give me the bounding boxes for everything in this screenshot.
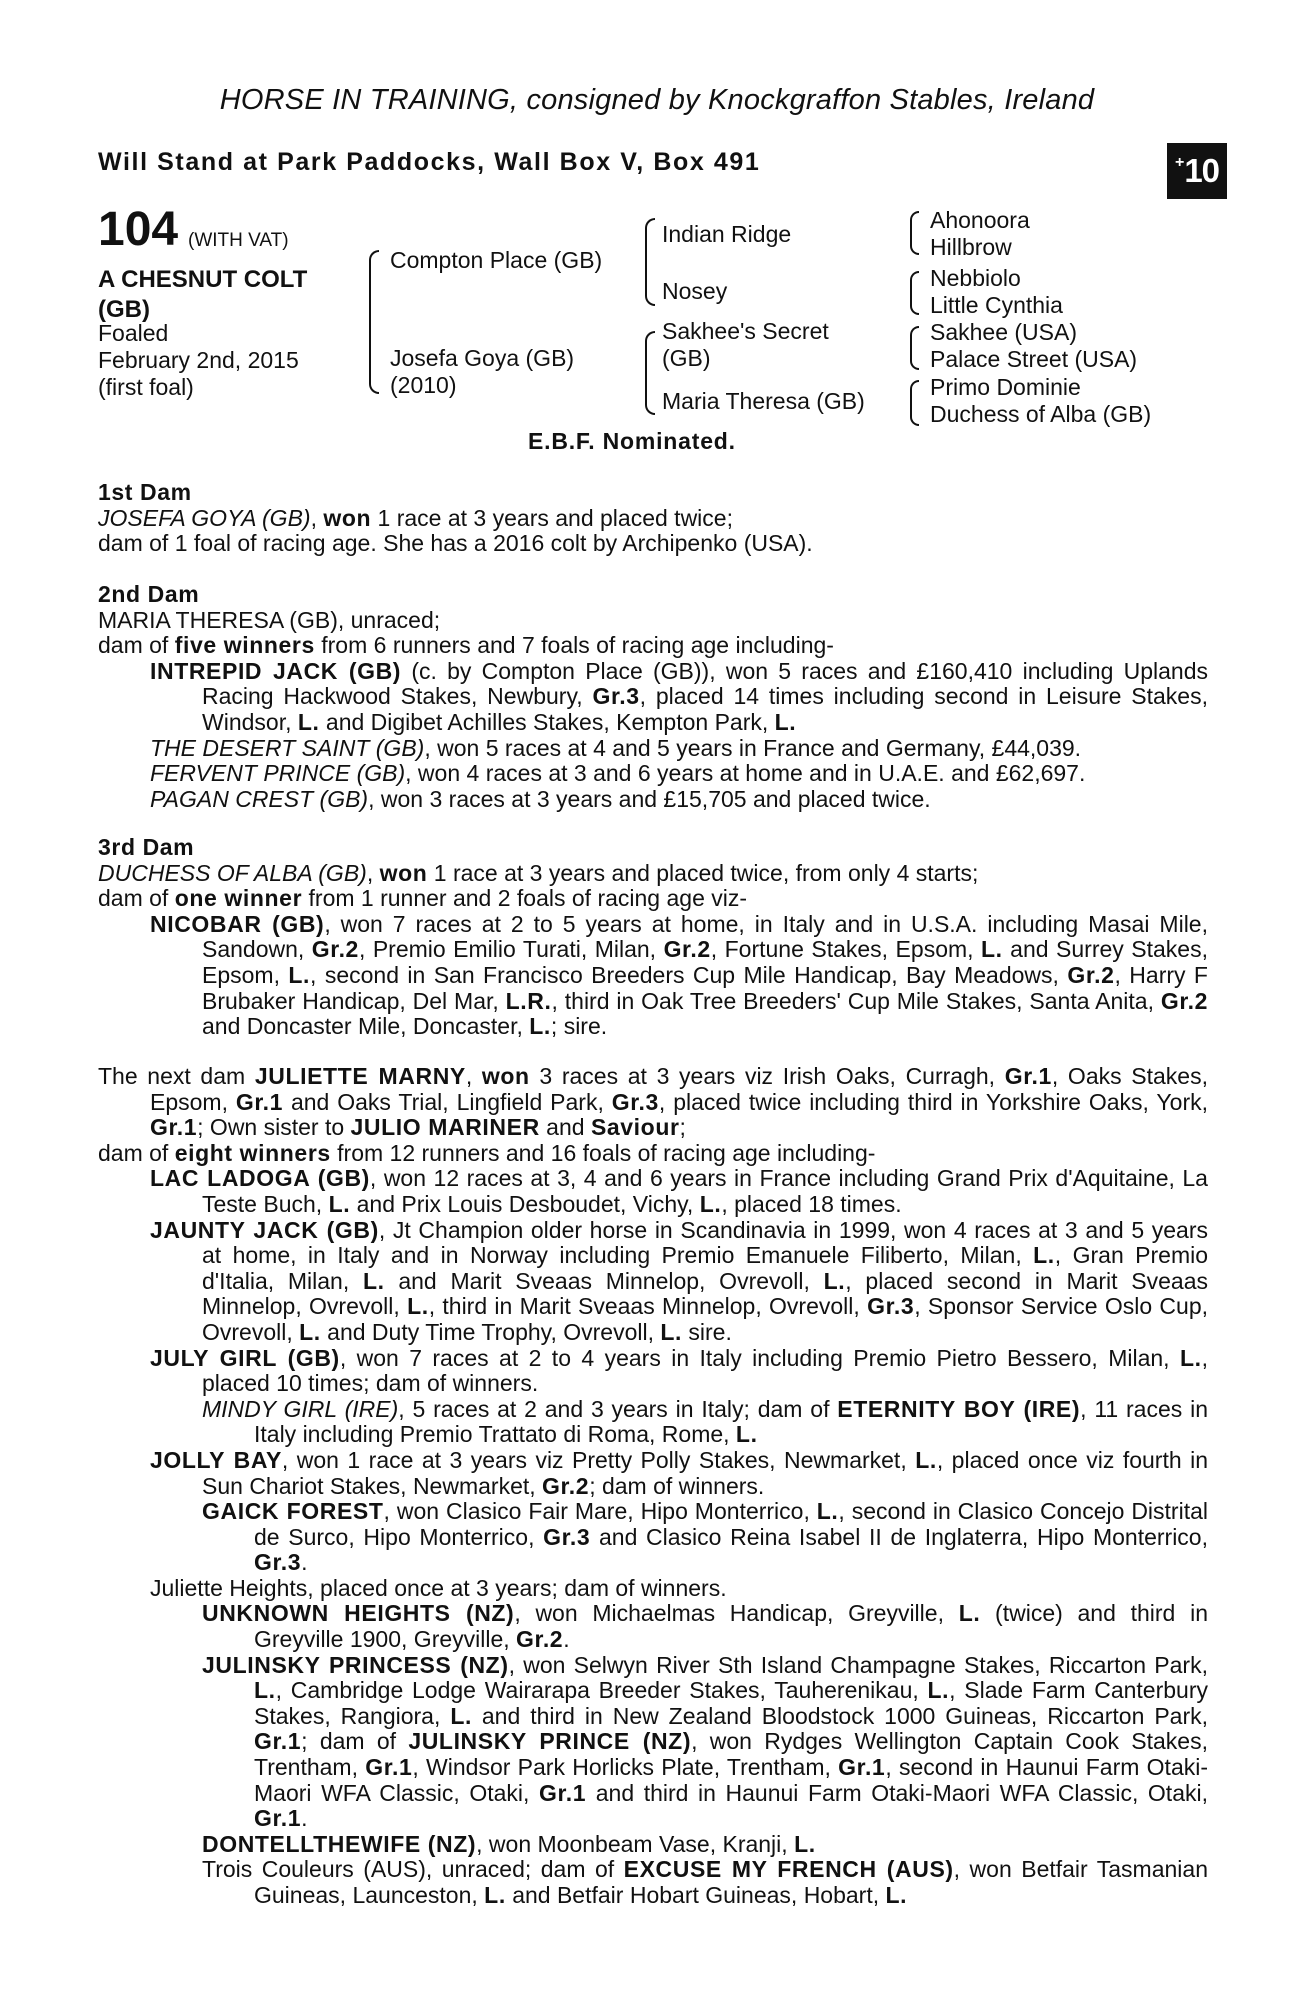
lot-title-line1: A CHESNUT COLT bbox=[98, 266, 308, 293]
next-dam-section bbox=[98, 1064, 1208, 1909]
first-dam-heading: 1st Dam bbox=[98, 479, 192, 505]
first-dam-section bbox=[98, 480, 1208, 557]
produce-entry: JULY GIRL (GB), won 7 races at 2 to 4 years in Italy including Premio Pietro Bessero, Milan, L., placed 10 times; dam of winners. bbox=[150, 1344, 1208, 1397]
pedigree-brace-sire bbox=[645, 218, 655, 306]
stand-location: Will Stand at Park Paddocks, Wall Box V, Box 491 bbox=[98, 148, 761, 176]
pedigree-sds: Nebbiolo bbox=[930, 265, 1021, 291]
pedigree-dam-sire-name: Sakhee's Secret bbox=[662, 318, 829, 344]
third-dam-record: DUCHESS OF ALBA (GB), won 1 race at 3 years and placed twice, from only 4 starts; bbox=[98, 859, 979, 886]
third-dam-section bbox=[98, 835, 1208, 1040]
produce-entry: THE DESERT SAINT (GB), won 5 races at 4 and 5 years in France and Germany, £44,039. bbox=[150, 734, 1082, 761]
produce-entry: DONTELLTHEWIFE (NZ), won Moonbeam Vase, Kranji, L. bbox=[202, 1830, 816, 1857]
produce-entry: JAUNTY JACK (GB), Jt Champion older horse in Scandinavia in 1999, won 4 races at 3 and 5 years at home, in Italy and in Norway including Premio Emanuele Filiberto, Milan, L., Gran Premio d'Italia, Milan, L. and Marit Sveaas Minnelop, Ovrevoll, L., placed second in Marit Sveaas Minnelop, Ovrevoll, L., third in Marit Sveaas Minnelop, Ovrevoll, Gr.3, Sponsor Service Oslo Cup, Ovrevoll, L. and Duty Time Trophy, Ovrevoll, L. sire. bbox=[150, 1216, 1209, 1345]
produce-entry: NICOBAR (GB), won 7 races at 2 to 5 years at home, in Italy and in U.S.A. including Masai Mile, Sandown, Gr.2, Premio Emilio Turati, Milan, Gr.2, Fortune Stakes, Epsom, L. and Surrey Stakes, Epsom, L., second in San Francisco Breeders Cup Mile Handicap, Bay Meadows, Gr.2, Harry F Brubaker Handicap, Del Mar, L.R., third in Oak Tree Breeders' Cup Mile Stakes, Santa Anita, Gr.2 and Doncaster Mile, Doncaster, L.; sire. bbox=[150, 910, 1208, 1040]
produce-entry: JULINSKY PRINCESS (NZ), won Selwyn River Sth Island Champagne Stakes, Riccarton Park, L., Cambridge Lodge Wairarapa Breeder Stakes, Tauherenikau, L., Slade Farm Canterbury Stakes, Rangiora, L. and third in New Zealand Bloodstock 1000 Guineas, Riccarton Park, Gr.1; dam of JULINSKY PRINCE (NZ), won Rydges Wellington Captain Cook Stakes, Trentham, Gr.1, Windsor Park Horlicks Plate, Trentham, Gr.1, second in Haunui Farm Otaki-Maori WFA Classic, Otaki, Gr.1 and third in Haunui Farm Otaki-Maori WFA Classic, Otaki, Gr.1. bbox=[202, 1651, 1209, 1832]
pedigree-sss: Ahonoora bbox=[930, 207, 1030, 233]
lot-title bbox=[98, 265, 307, 325]
produce-entry: MINDY GIRL (IRE), 5 races at 2 and 3 years in Italy; dam of ETERNITY BOY (IRE), 11 races in Italy including Premio Trattato di Roma, Rome, L. bbox=[202, 1395, 1208, 1448]
badge-number: 10 bbox=[1184, 152, 1220, 189]
produce-entry: INTREPID JACK (GB) (c. by Compton Place (GB)), won 5 races and £160,410 including Uplands Racing Hackwood Stakes, Newbury, Gr.3, placed 14 times including second in Leisure Stakes, Windsor, L. and Digibet Achilles Stakes, Kempton Park, L. bbox=[150, 657, 1208, 735]
foal-note: (first foal) bbox=[98, 374, 194, 400]
pedigree-sdd: Little Cynthia bbox=[930, 292, 1063, 318]
next-dam-record: The next dam JULIETTE MARNY, won 3 races at 3 years viz Irish Oaks, Curragh, Gr.1, Oaks Stakes, Epsom, Gr.1 and Oaks Trial, Lingfield Park, Gr.3, placed twice including third in Yorkshire Oaks, York, Gr.1; Own sister to JULIO MARINER and Saviour; bbox=[98, 1063, 1208, 1141]
lot-title-line2: (GB) bbox=[98, 296, 150, 323]
produce-entry: UNKNOWN HEIGHTS (NZ), won Michaelmas Handicap, Greyville, L. (twice) and third in Greyville 1900, Greyville, Gr.2. bbox=[202, 1600, 1208, 1653]
second-dam-record: MARIA THERESA (GB), unraced; bbox=[98, 606, 441, 633]
pedigree-brace-ds bbox=[910, 326, 919, 370]
second-dam-section bbox=[98, 582, 1208, 812]
pedigree-sire: Compton Place (GB) bbox=[390, 247, 603, 273]
pedigree-dam-sire-country: (GB) bbox=[662, 345, 711, 371]
produce-entry: Trois Couleurs (AUS), unraced; dam of EXCUSE MY FRENCH (AUS), won Betfair Tasmanian Guineas, Launceston, L. and Betfair Hobart Guineas, Hobart, L. bbox=[202, 1856, 1208, 1908]
produce-entry: PAGAN CREST (GB), won 3 races at 3 years and £15,705 and placed twice. bbox=[150, 785, 931, 812]
pedigree-dam-dam: Maria Theresa (GB) bbox=[662, 388, 865, 414]
pedigree-brace-sd bbox=[910, 271, 919, 315]
pedigree-dss: Sakhee (USA) bbox=[930, 319, 1078, 345]
foaling-info bbox=[98, 320, 299, 401]
third-dam-produce: dam of one winner from 1 runner and 2 foals of racing age viz- bbox=[98, 885, 748, 912]
lot-number: 104 bbox=[98, 203, 179, 256]
pedigree-ssd: Hillbrow bbox=[930, 234, 1012, 260]
vat-note: (WITH VAT) bbox=[188, 230, 289, 251]
second-dam-heading: 2nd Dam bbox=[98, 581, 200, 607]
produce-entry: LAC LADOGA (GB), won 12 races at 3, 4 and 6 years in France including Grand Prix d'Aquitaine, La Teste Buch, L. and Prix Louis Desboudet, Vichy, L., placed 18 times. bbox=[150, 1165, 1208, 1217]
first-dam-produce: dam of 1 foal of racing age. She has a 2016 colt by Archipenko (USA). bbox=[98, 530, 813, 557]
pedigree-dam-name: Josefa Goya (GB) bbox=[390, 345, 575, 371]
produce-entry: Juliette Heights, placed once at 3 years; dam of winners. bbox=[150, 1574, 727, 1601]
lot-badge bbox=[1167, 143, 1227, 199]
page-header: HORSE IN TRAINING, consigned by Knockgraffon Stables, Ireland bbox=[219, 84, 1095, 116]
pedigree-sire-sire: Indian Ridge bbox=[662, 221, 792, 247]
produce-entry: FERVENT PRINCE (GB), won 4 races at 3 and 6 years at home and in U.A.E. and £62,697. bbox=[150, 760, 1086, 787]
pedigree-ddd: Duchess of Alba (GB) bbox=[930, 401, 1152, 427]
pedigree-dam bbox=[390, 345, 574, 399]
next-dam-produce: dam of eight winners from 12 runners and 16 foals of racing age including- bbox=[98, 1139, 876, 1166]
pedigree-sire-dam: Nosey bbox=[662, 278, 728, 304]
second-dam-produce: dam of five winners from 6 runners and 7 foals of racing age including- bbox=[98, 632, 834, 659]
produce-entry: GAICK FOREST, won Clasico Fair Mare, Hipo Monterrico, L., second in Clasico Concejo Distrital de Surco, Hipo Monterrico, Gr.3 and Clasico Reina Isabel II de Inglaterra, Hipo Monterrico, Gr.3. bbox=[202, 1498, 1208, 1576]
badge-prefix: + bbox=[1174, 154, 1184, 171]
pedigree-brace-dd bbox=[910, 380, 919, 426]
pedigree-dds: Primo Dominie bbox=[930, 374, 1081, 400]
first-dam-record: JOSEFA GOYA (GB), won 1 race at 3 years and placed twice; bbox=[98, 504, 733, 531]
pedigree-dsd: Palace Street (USA) bbox=[930, 346, 1138, 372]
foaled-date: February 2nd, 2015 bbox=[98, 347, 299, 373]
pedigree-brace-main bbox=[369, 250, 379, 394]
produce-entry: JOLLY BAY, won 1 race at 3 years viz Pretty Polly Stakes, Newmarket, L., placed once viz fourth in Sun Chariot Stakes, Newmarket, Gr.2; dam of winners. bbox=[150, 1446, 1208, 1499]
third-dam-heading: 3rd Dam bbox=[98, 834, 195, 860]
ebf-nomination: E.B.F. Nominated. bbox=[528, 428, 736, 454]
pedigree-dam-year: (2010) bbox=[390, 372, 457, 398]
pedigree-dam-sire bbox=[662, 318, 829, 372]
pedigree-brace-ss bbox=[910, 211, 919, 255]
pedigree-brace-dam bbox=[645, 331, 655, 415]
foaled-label: Foaled bbox=[98, 320, 169, 346]
